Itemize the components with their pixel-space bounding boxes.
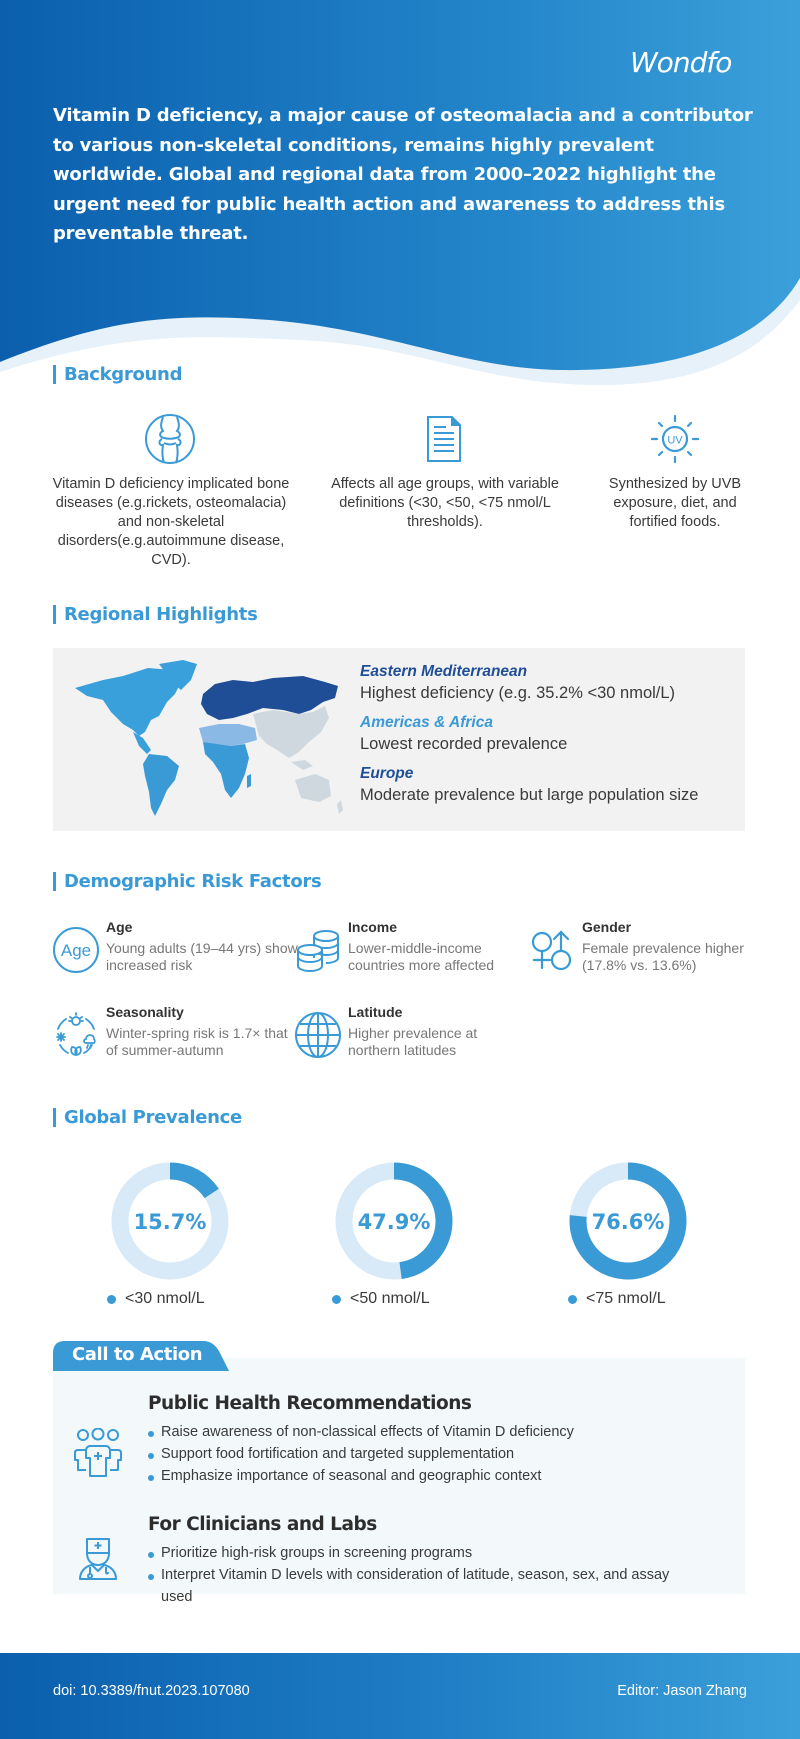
list-item: Support food fortification and targeted supplementation <box>148 1443 678 1465</box>
list-item: Raise awareness of non-classical effects of Vitamin D deficiency <box>148 1421 678 1443</box>
risk-factor-desc: Lower-middle-income countries more affected <box>348 940 495 973</box>
region-desc: Highest deficiency (e.g. 35.2% <30 nmol/L) <box>360 684 676 702</box>
legend-dot <box>568 1295 577 1304</box>
donut-chart-lt50 <box>334 1161 454 1281</box>
bullet-dot <box>148 1574 154 1580</box>
joint-icon <box>144 413 196 465</box>
heading-accent-bar <box>53 872 56 891</box>
donut-value-label: 47.9% <box>357 1210 431 1234</box>
risk-factor-desc: Young adults (19–44 yrs) show increased risk <box>106 940 298 973</box>
uv-sun-icon <box>649 413 701 465</box>
section-title: Global Prevalence <box>64 1106 242 1128</box>
list-item: Interpret Vitamin D levels with consideration of latitude, season, sex, and assay used <box>148 1564 678 1608</box>
risk-factor-latitude <box>294 1003 524 1059</box>
risk-factor-desc: Female prevalence higher (17.8% vs. 13.6%) <box>582 940 744 973</box>
section-title: Background <box>64 363 183 385</box>
wondfo-logo: Wondfo <box>630 46 732 79</box>
hero-header <box>0 0 800 400</box>
legend-dot <box>107 1295 116 1304</box>
age-icon <box>52 926 100 974</box>
heading-accent-bar <box>53 605 56 624</box>
risk-factor-desc: Higher prevalence at northern latitudes <box>348 1025 478 1058</box>
seasons-icon <box>52 1011 100 1059</box>
risk-factor-income <box>294 918 524 974</box>
bullet-dot <box>148 1552 154 1558</box>
cta-group-title-public-health: Public Health Recommendations <box>148 1393 472 1414</box>
region-name-americas-africa: Americas & Africa <box>360 714 493 731</box>
risk-factor-title: Seasonality <box>106 1004 184 1020</box>
donut-value-label: 15.7% <box>133 1210 207 1234</box>
risk-factor-gender <box>528 918 760 974</box>
regional-highlights-list <box>360 662 740 815</box>
call-to-action-title: Call to Action <box>72 1344 203 1365</box>
risk-factor-title: Age <box>106 919 133 935</box>
legend-label: <50 nmol/L <box>350 1290 430 1307</box>
doctor-icon <box>78 1537 118 1581</box>
background-item-synthesis: Synthesized by UVB exposure, diet, and fortified foods. <box>608 476 742 530</box>
footer-doi: doi: 10.3389/fnut.2023.107080 <box>53 1683 250 1699</box>
background-item-age-groups: Affects all age groups, with variable definitions (<30, <50, <75 nmol/L thresholds). <box>331 476 559 530</box>
section-heading-regional <box>53 603 257 625</box>
people-icon <box>74 1428 122 1480</box>
region-name-eastern-mediterranean: Eastern Mediterranean <box>360 663 528 680</box>
section-heading-demographic <box>53 870 321 892</box>
document-icon <box>426 415 462 463</box>
gender-icon <box>528 926 576 974</box>
heading-accent-bar <box>53 365 56 384</box>
globe-icon <box>294 1011 342 1059</box>
risk-factor-age <box>52 918 312 974</box>
bullet-dot <box>148 1475 154 1481</box>
donut-value-label: 76.6% <box>591 1210 665 1234</box>
heading-accent-bar <box>53 1108 56 1127</box>
list-item: Prioritize high-risk groups in screening programs <box>148 1542 678 1564</box>
list-item: Emphasize importance of seasonal and geographic context <box>148 1465 678 1487</box>
risk-factor-title: Gender <box>582 919 632 935</box>
risk-factor-title: Income <box>348 919 398 935</box>
legend-dot <box>332 1295 341 1304</box>
cta-group-title-clinicians: For Clinicians and Labs <box>148 1514 377 1535</box>
donut-value-arc-0 <box>170 1171 212 1193</box>
svg-text:Age: Age <box>60 941 92 960</box>
footer <box>0 1653 800 1739</box>
section-heading-global <box>53 1106 242 1128</box>
risk-factor-title: Latitude <box>348 1004 403 1020</box>
bullet-dot <box>148 1453 154 1459</box>
footer-editor: Editor: Jason Zhang <box>617 1683 747 1699</box>
intro-text: Vitamin D deficiency, a major cause of osteomalacia and a contributor to various non-skeletal conditions, remains highly prevalent worldwide. Global and regional data from 2000–2022 highlight the urgent need for public health action and awareness to address this preventable threat. <box>53 105 753 244</box>
world-map <box>63 658 348 823</box>
legend-lt75 <box>568 1290 666 1308</box>
clinicians-labs-list <box>148 1542 678 1608</box>
region-desc: Lowest recorded prevalence <box>360 735 568 753</box>
risk-factor-seasonality <box>52 1003 312 1059</box>
section-heading-background <box>53 363 182 385</box>
public-health-recommendations-list <box>148 1421 678 1487</box>
svg-text:UV: UV <box>667 434 683 447</box>
legend-label: <30 nmol/L <box>125 1290 205 1307</box>
section-title: Demographic Risk Factors <box>64 870 322 892</box>
background-item-bone: Vitamin D deficiency implicated bone diseases (e.g.rickets, osteomalacia) and non-skeletal disorders(e.g.autoimmune disease, CVD). <box>52 476 290 568</box>
risk-factor-desc: Winter-spring risk is 1.7× that of summer-autumn <box>106 1025 288 1058</box>
donut-chart-lt75 <box>568 1161 688 1281</box>
coins-icon <box>294 926 342 974</box>
region-name-europe: Europe <box>360 765 414 782</box>
donut-chart-lt30 <box>110 1161 230 1281</box>
legend-label: <75 nmol/L <box>586 1290 666 1307</box>
section-title: Regional Highlights <box>64 603 258 625</box>
regional-panel <box>53 648 745 831</box>
legend-lt30 <box>107 1290 205 1308</box>
bullet-dot <box>148 1431 154 1437</box>
region-desc: Moderate prevalence but large population size <box>360 786 699 804</box>
legend-lt50 <box>332 1290 430 1308</box>
